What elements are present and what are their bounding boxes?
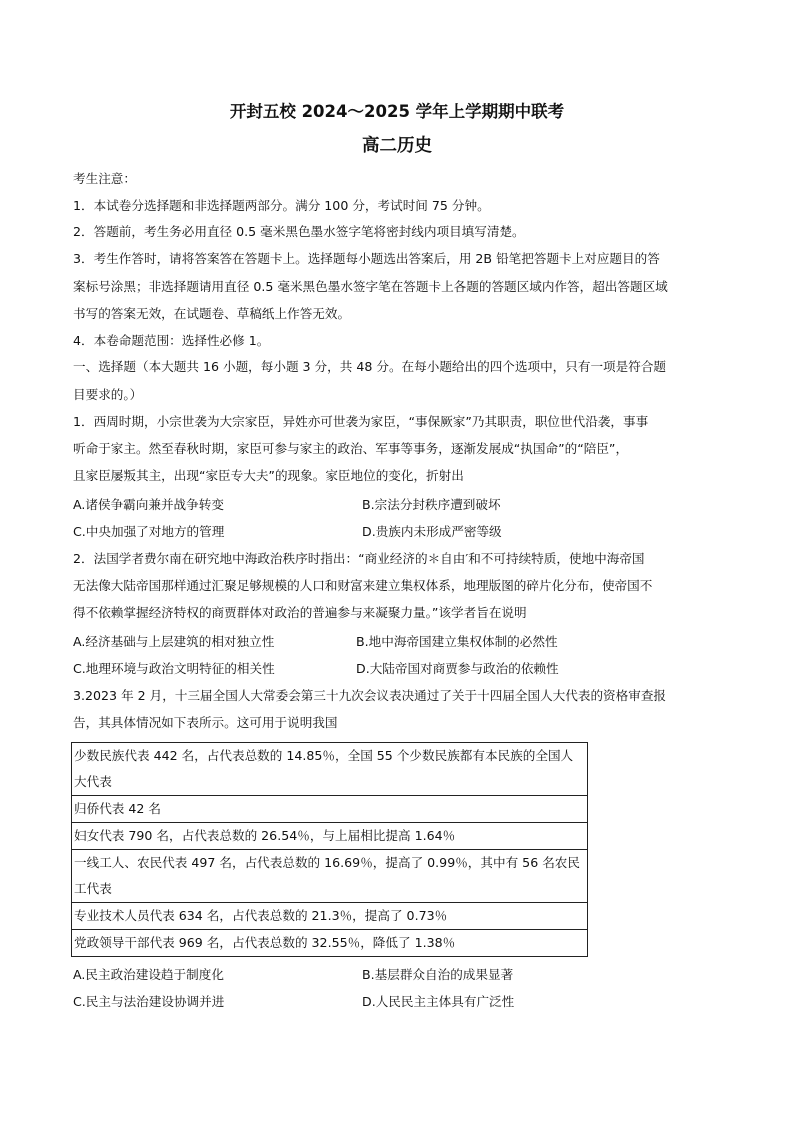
question-2-stem: 无法像大陆帝国那样通过汇聚足够规模的人口和财富来建立集权体系，地理版图的碎片化分布，使帝国不 bbox=[73, 578, 653, 593]
table-cell: 妇女代表 790 名，占代表总数的 26.54％，与上届相比提高 1.64％ bbox=[72, 823, 588, 850]
question-1-option-a[interactable]: A.诸侯争霸向兼并战争转变 bbox=[73, 497, 224, 512]
question-2-option-b[interactable]: B.地中海帝国建立集权体制的必然性 bbox=[356, 634, 558, 649]
question-2-option-c[interactable]: C.地理环境与政治文明特征的相关性 bbox=[73, 661, 275, 676]
section-heading-cont: 目要求的。） bbox=[73, 387, 143, 402]
question-2-option-a[interactable]: A.经济基础与上层建筑的相对独立性 bbox=[73, 634, 275, 649]
notice-heading: 考生注意： bbox=[73, 171, 136, 186]
notice-item: 3．考生作答时，请将答案答在答题卡上。选择题每小题选出答案后，用 2B 铅笔把答题卡上对应题目的答 bbox=[73, 251, 660, 266]
question-1-stem: 且家臣屡叛其主，出现“家臣专大夫”的现象。家臣地位的变化，折射出 bbox=[73, 468, 464, 483]
question-3-stem: 告，其具体情况如下表所示。这可用于说明我国 bbox=[73, 715, 338, 730]
section-heading: 一、选择题（本大题共 16 小题，每小题 3 分，共 48 分。在每小题给出的四个选项中，只有一项是符合题 bbox=[73, 359, 667, 374]
question-3-stem: 3.2023 年 2 月，十三届全国人大常委会第三十九次会议表决通过了关于十四届全国人大代表的资格审查报 bbox=[73, 688, 667, 703]
notice-item: 1．本试卷分选择题和非选择题两部分。满分 100 分，考试时间 75 分钟。 bbox=[73, 198, 490, 213]
question-3-option-d[interactable]: D.人民民主主体具有广泛性 bbox=[362, 994, 515, 1009]
question-3-option-a[interactable]: A.民主政治建设趋于制度化 bbox=[73, 967, 224, 982]
table-row bbox=[72, 823, 588, 850]
question-1-stem: 听命于家主。然至春秋时期，家臣可参与家主的政治、军事等事务，逐渐发展成“执国命”的“陪臣”， bbox=[73, 441, 629, 456]
table-row bbox=[72, 796, 588, 823]
representatives-table bbox=[71, 742, 588, 957]
table-cell: 归侨代表 42 名 bbox=[72, 796, 588, 823]
table-row bbox=[72, 850, 588, 903]
table-cell: 少数民族代表 442 名，占代表总数的 14.85％，全国 55 个少数民族都有本民族的全国人大代表 bbox=[72, 743, 588, 796]
table-cell: 一线工人、农民代表 497 名，占代表总数的 16.69％，提高了 0.99％，其中有 56 名农民工代表 bbox=[72, 850, 588, 903]
question-3-option-c[interactable]: C.民主与法治建设协调并进 bbox=[73, 994, 225, 1009]
notice-item: 2．答题前，考生务必用直径 0.5 毫米黑色墨水签字笔将密封线内项目填写清楚。 bbox=[73, 224, 525, 239]
table-row bbox=[72, 903, 588, 930]
exam-subject: 高二历史 bbox=[362, 136, 432, 156]
question-1-option-d[interactable]: D.贵族内未形成严密等级 bbox=[362, 524, 502, 539]
notice-item: 4．本卷命题范围：选择性必修 1。 bbox=[73, 333, 270, 348]
notice-item: 书写的答案无效，在试题卷、草稿纸上作答无效。 bbox=[73, 306, 351, 321]
question-3-option-b[interactable]: B.基层群众自治的成果显著 bbox=[362, 967, 514, 982]
exam-title: 开封五校 2024～2025 学年上学期期中联考 bbox=[229, 102, 565, 121]
table-cell: 党政领导干部代表 969 名，占代表总数的 32.55％，降低了 1.38％ bbox=[72, 930, 588, 957]
question-2-option-d[interactable]: D.大陆帝国对商贾参与政治的依赖性 bbox=[356, 661, 559, 676]
table-cell: 专业技术人员代表 634 名，占代表总数的 21.3％，提高了 0.73％ bbox=[72, 903, 588, 930]
question-1-option-b[interactable]: B.宗法分封秩序遭到破坏 bbox=[362, 497, 501, 512]
question-1-stem: 1．西周时期，小宗世袭为大宗家臣，异姓亦可世袭为家臣，“事保厥家”乃其职责，职位世代沿袭，事事 bbox=[73, 414, 649, 429]
question-2-stem: 得不依赖掌握经济特权的商贾群体对政治的普遍参与来凝聚力量。”该学者旨在说明 bbox=[73, 605, 527, 620]
table-row bbox=[72, 743, 588, 796]
notice-item: 案标号涂黑；非选择题请用直径 0.5 毫米黑色墨水签字笔在答题卡上各题的答题区域内作答，超出答题区域 bbox=[73, 279, 668, 294]
question-2-stem: 2．法国学者费尔南在研究地中海政治秩序时指出：“商业经济的＊自由′和不可持续特质，使地中海帝国 bbox=[73, 551, 645, 566]
table-row bbox=[72, 930, 588, 957]
question-1-option-c[interactable]: C.中央加强了对地方的管理 bbox=[73, 524, 225, 539]
